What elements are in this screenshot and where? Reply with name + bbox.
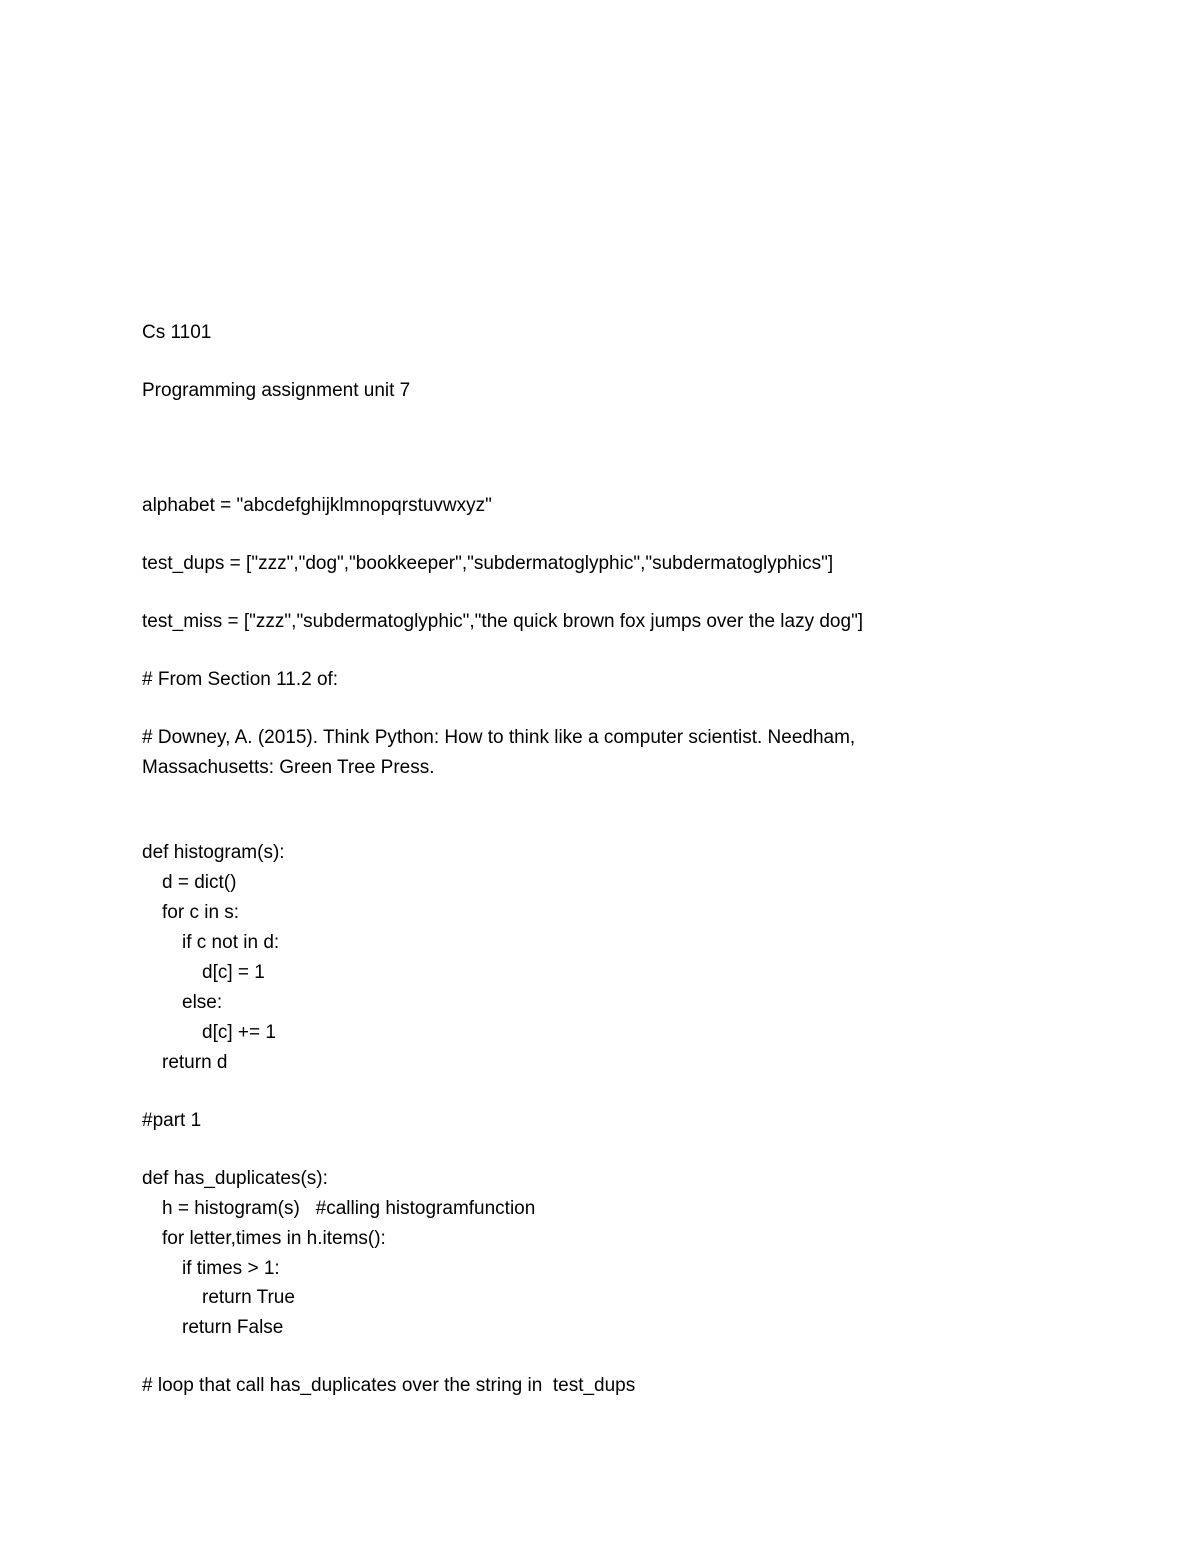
code-line: if times > 1:: [182, 1258, 280, 1279]
code-test-dups: test_dups = ["zzz","dog","bookkeeper","subdermatoglyphic","subdermatoglyphics"]: [142, 553, 834, 574]
code-line: return True: [202, 1287, 295, 1308]
code-test-miss: test_miss = ["zzz","subdermatoglyphic","the quick brown fox jumps over the lazy dog"]: [142, 611, 864, 632]
code-line: return False: [182, 1317, 284, 1338]
code-line: def has_duplicates(s):: [142, 1168, 328, 1189]
code-comment-citation: # Downey, A. (2015). Think Python: How to think like a computer scientist. Needham,: [142, 727, 856, 748]
code-comment-section: # From Section 11.2 of:: [142, 669, 339, 690]
code-line: else:: [182, 992, 223, 1013]
code-alphabet: alphabet = "abcdefghijklmnopqrstuvwxyz": [142, 495, 492, 516]
code-line: d[c] += 1: [202, 1022, 276, 1043]
code-line: h = histogram(s) #calling histogramfunction: [162, 1198, 536, 1219]
course-code: Cs 1101: [142, 322, 212, 343]
code-line: for c in s:: [162, 902, 240, 923]
code-line: return d: [162, 1052, 228, 1073]
assignment-title: Programming assignment unit 7: [142, 380, 411, 401]
code-line: d = dict(): [162, 872, 237, 893]
code-line: for letter,times in h.items():: [162, 1228, 386, 1249]
code-line: def histogram(s):: [142, 842, 285, 863]
code-line: if c not in d:: [182, 932, 280, 953]
code-loop-comment: # loop that call has_duplicates over the string in test_dups: [142, 1375, 636, 1396]
code-line: d[c] = 1: [202, 962, 265, 983]
code-comment-citation-cont: Massachusetts: Green Tree Press.: [142, 757, 435, 778]
code-part1-comment: #part 1: [142, 1110, 202, 1131]
